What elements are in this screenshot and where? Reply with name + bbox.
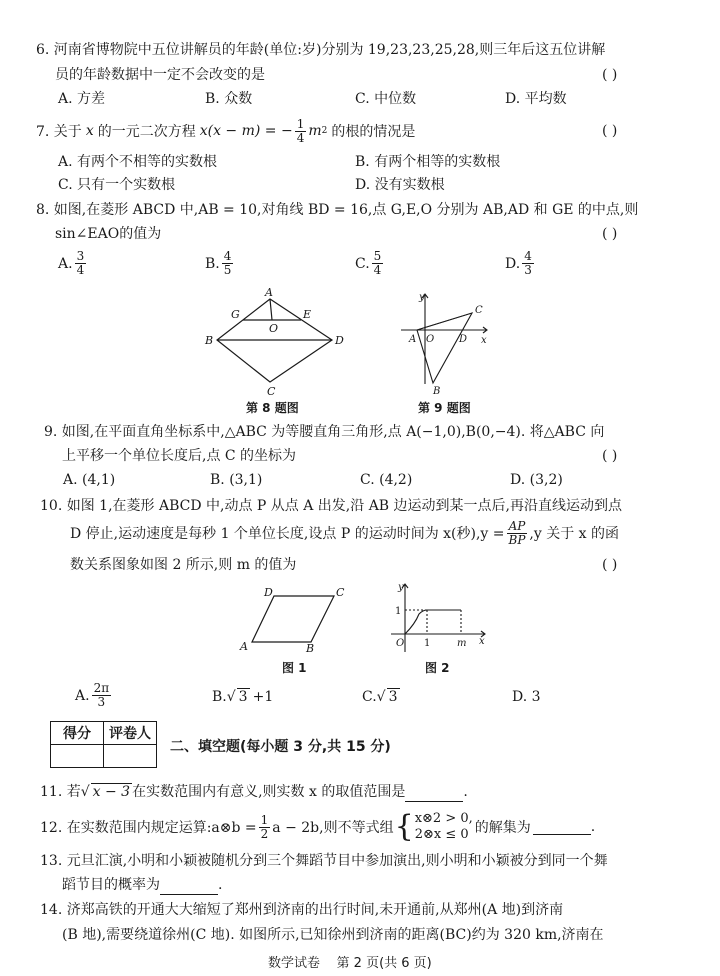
q14-line2: (B 地),需要绕道徐州(C 地). 如图所示,已知徐州到济南的距离(BC)约为 320 km,济南在: [62, 927, 604, 943]
q8-line1: 8. 如图,在菱形 ABCD 中,AB = 10,对角线 BD = 16,点 G,E,O 分别为 AB,AD 和 GE 的中点,则: [36, 202, 639, 218]
q13-line2-text: 蹈节目的概率为: [62, 877, 160, 893]
fig10-2-label-1x: 1: [424, 638, 431, 649]
q7-equation-tail: m: [308, 123, 322, 139]
q6-line2: 员的年龄数据中一定不会改变的是: [55, 67, 265, 83]
q10-option-a-den: 3: [97, 695, 106, 709]
q12-suffix: 的解集为: [474, 820, 531, 836]
fig8-label-b: B: [205, 334, 214, 347]
q11-radicand: x − 3: [92, 784, 131, 800]
q12-frac-num: 1: [260, 812, 269, 827]
fig8-label-c: C: [267, 385, 276, 398]
q12-frac-den: 2: [260, 826, 269, 841]
q7-suffix: 的根的情况是: [331, 124, 416, 140]
q7-frac-den: 4: [296, 130, 305, 145]
q9-line2: 上平移一个单位长度后,点 C 的坐标为: [62, 448, 297, 464]
figure-10-2-caption: 图 2: [425, 661, 450, 675]
figure-9-coordinate-plane: [395, 288, 495, 398]
q8-option-d-label: D.: [505, 255, 521, 272]
q7-fraction: [295, 118, 307, 145]
rhombus-abcd-fig1: [252, 596, 334, 642]
q10-option-a-num: 2π: [93, 681, 110, 695]
q10-fraction: [507, 520, 528, 547]
fig10-1-label-b: B: [306, 642, 315, 654]
q10-option-c-radical-sign: √: [376, 689, 386, 705]
q6-option-a: A. 方差: [58, 91, 106, 107]
q10-option-a-fraction: [92, 682, 112, 709]
q9-option-b: B. (3,1): [210, 472, 263, 488]
q11: [40, 782, 468, 802]
q9-option-d: D. (3,2): [510, 472, 563, 488]
fig8-label-a: A: [265, 286, 273, 299]
fig9-label-x: x: [481, 335, 487, 346]
q6-option-c: C. 中位数: [355, 91, 417, 107]
figure-10-1-caption: 图 1: [282, 661, 307, 675]
q10-option-b-tail: +1: [252, 689, 274, 705]
fig10-2-label-1y: 1: [395, 606, 402, 617]
q7-option-b: B. 有两个相等的实数根: [355, 154, 501, 170]
q8-option-c: [355, 250, 385, 277]
q10-frac-num: AP: [508, 518, 526, 533]
fig10-2-label-y: y: [398, 582, 404, 593]
graph-curve: [405, 610, 427, 634]
q8-option-d-den: 3: [524, 263, 532, 277]
q6-option-d: D. 平均数: [505, 91, 567, 107]
figure-10-1-rhombus: [232, 582, 352, 654]
fig9-label-c: C: [475, 305, 483, 316]
q10-line1: 10. 如图 1,在菱形 ABCD 中,动点 P 从点 A 出发,沿 AB 边运动到某一点后,再沿直线运动到点: [40, 498, 622, 514]
q7-option-a: A. 有两个不相等的实数根: [58, 154, 218, 170]
q10-line2: [70, 517, 619, 549]
q7-option-d: D. 没有实数根: [355, 177, 445, 193]
fig9-label-b: B: [433, 386, 441, 397]
q8-option-b-fraction: [222, 250, 234, 277]
q10-option-c-radicand: 3: [388, 689, 398, 705]
q8-option-c-num: 5: [373, 249, 382, 263]
q10-option-b-radical-sign: √: [226, 689, 236, 705]
q7-answer-paren: ( ): [602, 123, 618, 139]
q8-option-b-den: 5: [223, 263, 232, 277]
figure-9-caption: 第 9 题图: [418, 401, 471, 415]
fig10-1-label-d: D: [264, 586, 273, 599]
q8-option-a: [58, 250, 88, 277]
q6-line1: 6. 河南省博物院中五位讲解员的年龄(单位:岁)分别为 19,23,23,25,28,则三年后这五位讲解: [36, 42, 606, 58]
q10-option-a-label: A.: [75, 687, 90, 704]
grader-cell-label: 评卷人: [104, 722, 157, 745]
q7-mid: 的一元二次方程: [97, 124, 196, 140]
q9-answer-paren: ( ): [602, 448, 618, 464]
q7-var: x: [85, 123, 94, 139]
q7-line1: [36, 117, 415, 145]
q7-prefix: 7. 关于: [36, 124, 82, 140]
q7-equation-lhs: x(x − m) = −: [199, 123, 293, 139]
fig10-2-label-x: x: [479, 636, 485, 647]
fig10-2-label-m: m: [457, 638, 467, 649]
fig10-1-label-c: C: [336, 586, 345, 599]
fig10-2-label-o: O: [396, 638, 405, 649]
fig9-label-o: O: [426, 334, 435, 345]
q7-option-c: C. 只有一个实数根: [58, 177, 176, 193]
q8-option-d-num: 4: [524, 249, 532, 263]
q10-frac-den: BP: [508, 532, 526, 547]
fig8-label-o: O: [269, 322, 279, 335]
q9-line1: 9. 如图,在平面直角坐标系中,△ABC 为等腰直角三角形,点 A(−1,0),B(0,−4). 将△ABC 向: [44, 424, 605, 440]
q8-line2: sin∠EAO的值为: [55, 226, 162, 242]
fig8-label-e: E: [303, 308, 312, 321]
q12-end: .: [590, 819, 596, 835]
q13-answer-blank: [160, 880, 218, 895]
q10-option-c: [362, 687, 400, 707]
segment-ao: [270, 299, 272, 320]
fig10-1-label-a: A: [240, 640, 248, 653]
fig9-label-y: y: [419, 292, 425, 303]
q10-option-c-label: C.: [362, 689, 377, 705]
q8-option-c-label: C.: [355, 255, 370, 272]
q10-option-d: D. 3: [512, 689, 541, 705]
q12: [40, 810, 595, 844]
q12-brace: {: [394, 809, 414, 844]
score-table: [50, 721, 157, 768]
q8-option-b-label: B.: [205, 255, 220, 272]
score-cell-blank: [51, 745, 104, 768]
q12-inequality-1: x⊗2 > 0,: [414, 811, 473, 826]
fig8-label-d: D: [335, 334, 344, 347]
q7-exponent: 2: [321, 126, 328, 136]
q13-line2: [62, 875, 222, 895]
q10-option-b-label: B.: [212, 689, 227, 705]
q10-line2-tail: ,y 关于 x 的函: [529, 526, 620, 542]
q10-option-a: [75, 682, 113, 709]
q12-fraction: [259, 814, 271, 841]
q9-option-a: A. (4,1): [63, 472, 116, 488]
q8-option-c-den: 4: [373, 263, 382, 277]
figure-8-rhombus: [195, 285, 355, 415]
score-cell-label: 得分: [51, 722, 104, 745]
q8-option-a-num: 3: [76, 249, 85, 263]
fig9-label-d: D: [459, 334, 468, 345]
q12-inequality-2: 2⊗x ≤ 0: [414, 827, 469, 842]
page-footer: 数学试卷 第 2 页(共 6 页): [268, 956, 432, 971]
q6-answer-paren: ( ): [602, 67, 618, 83]
q8-option-c-fraction: [372, 250, 384, 277]
q12-prefix: 12. 在实数范围内规定运算:a⊗b =: [40, 820, 257, 836]
q10-option-b-radicand: 3: [238, 689, 248, 705]
q11-suffix: 在实数范围内有意义,则实数 x 的取值范围是: [132, 784, 406, 800]
section-2-heading: 二、填空题(每小题 3 分,共 15 分): [170, 739, 391, 755]
q13-end: .: [218, 877, 223, 893]
figure-10-2-graph: [385, 580, 490, 655]
q8-option-d: [505, 250, 536, 277]
q8-option-a-fraction: [75, 250, 87, 277]
grader-cell-blank: [104, 745, 157, 768]
q8-option-b: [205, 250, 235, 277]
q6-option-b: B. 众数: [205, 91, 253, 107]
fig8-label-g: G: [231, 308, 240, 321]
q10-line2-text: D 停止,运动速度是每秒 1 个单位长度,设点 P 的运动时间为 x(秒),y =: [70, 526, 505, 542]
q10-option-b: [212, 687, 273, 707]
q11-end: .: [463, 784, 468, 800]
q8-answer-paren: ( ): [602, 226, 618, 242]
q11-prefix: 11. 若: [40, 784, 81, 800]
q8-option-a-den: 4: [76, 263, 85, 277]
q8-option-d-fraction: [522, 250, 534, 277]
q13-line1: 13. 元旦汇演,小明和小颖被随机分到三个舞蹈节目中参加演出,则小明和小颖被分到同一个舞: [40, 853, 608, 869]
q14-line1: 14. 济郑高铁的开通大大缩短了郑州到济南的出行时间,未开通前,从郑州(A 地)到济南: [40, 902, 564, 918]
q7-frac-num: 1: [296, 116, 305, 131]
q12-mid: a − 2b,则不等式组: [272, 820, 394, 836]
q10-answer-paren: ( ): [602, 557, 618, 573]
q12-answer-blank: [533, 820, 591, 835]
fig9-label-a: A: [409, 334, 417, 345]
q8-option-b-num: 4: [223, 249, 232, 263]
q10-line3: 数关系图象如图 2 所示,则 m 的值为: [70, 557, 297, 573]
q8-option-a-label: A.: [58, 255, 73, 272]
q11-answer-blank: [405, 787, 463, 802]
q9-option-c: C. (4,2): [360, 472, 413, 488]
figure-8-caption: 第 8 题图: [246, 401, 299, 415]
q11-radical-sign: √: [80, 784, 90, 800]
q12-inequality-system: [415, 811, 473, 843]
